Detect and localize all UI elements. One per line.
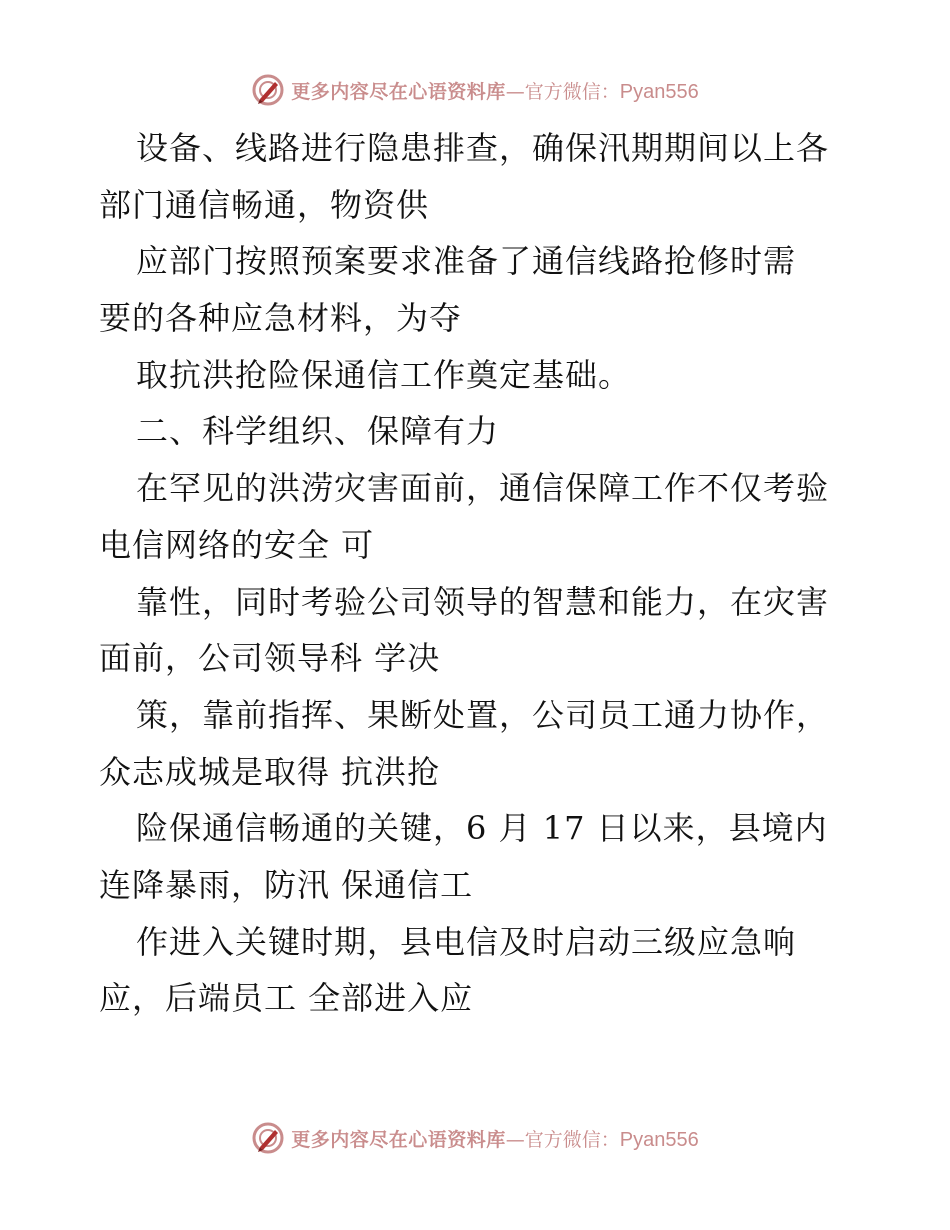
text-line: 要的各种应急材料，为夺 [99,299,463,338]
header-wechat-id: Pyan556 [619,80,699,103]
footer-site-name: 更多内容尽在心语资料库 [291,1128,506,1151]
text-line: 作进入关键时期，县电信及时启动三级应急响 [136,922,797,961]
pen-seal-logo-icon [251,73,285,107]
text-line: 取抗洪抢险保通信工作奠定基础。 [136,355,632,394]
document-body [99,120,859,1027]
footer-wechat-id: Pyan556 [619,1128,699,1151]
footer-watermark [0,1118,950,1158]
text-line: 险保通信畅通的关键，6 月 17 日以来，县境内 [136,809,828,848]
text-line: 应，后端员工 全部进入应 [99,979,474,1018]
text-line: 在罕见的洪涝灾害面前，通信保障工作不仅考验 [136,469,830,508]
text-line: 众志成城是取得 抗洪抢 [99,752,441,791]
header-site-name: 更多内容尽在心语资料库 [291,80,506,103]
header-dash: — [505,80,525,103]
text-line: 策，靠前指挥、果断处置，公司员工通力协作， [136,695,830,734]
footer-wechat-label: 官方微信： [524,1128,620,1151]
pen-seal-logo-icon [251,1121,285,1155]
header-watermark [0,70,950,110]
text-line: 应部门按照预案要求准备了通信线路抢修时需 [136,242,797,281]
text-line: 靠性，同时考验公司领导的智慧和能力，在灾害 [136,582,830,621]
text-line: 部门通信畅通，物资供 [99,185,430,224]
footer-dash: — [505,1128,525,1151]
header-watermark-text [291,77,699,104]
text-line: 面前，公司领导科 学决 [99,639,441,678]
text-line: 连降暴雨，防汛 保通信工 [99,865,474,904]
text-line: 电信网络的安全 可 [99,525,375,564]
section-heading: 二、科学组织、保障有力 [136,412,500,451]
header-wechat-label: 官方微信： [524,80,620,103]
footer-watermark-text [291,1125,699,1152]
text-line: 设备、线路进行隐患排查，确保汛期期间以上各 [136,129,830,167]
